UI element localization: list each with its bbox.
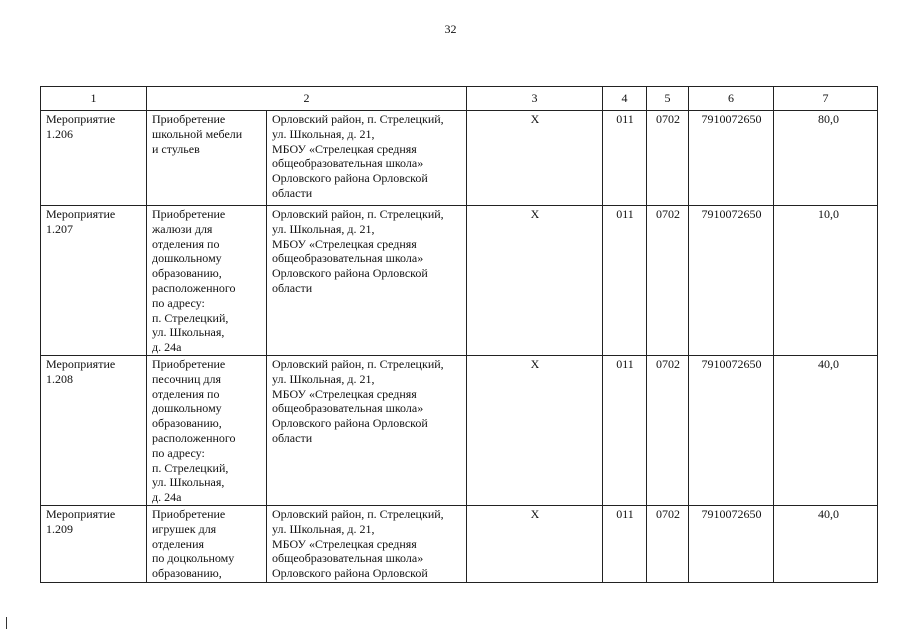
measure-id: Мероприятие 1.209 <box>41 505 147 582</box>
col5-value: 0702 <box>647 111 689 206</box>
scan-margin-mark <box>6 617 7 629</box>
measure-id: Мероприятие 1.206 <box>41 111 147 206</box>
col5-value: 0702 <box>647 355 689 505</box>
measure-name: Приобретение жалюзи для отделения по дошкольному образованию, расположенного по адресу: п. Стрелецкий, ул. Школьная, д. 24а <box>147 206 267 356</box>
col6-value: 7910072650 <box>689 111 774 206</box>
col4-value: 011 <box>603 505 647 582</box>
measure-id: Мероприятие 1.208 <box>41 355 147 505</box>
col7-value: 10,0 <box>774 206 878 356</box>
col3-value: Х <box>467 206 603 356</box>
header-col-4: 4 <box>603 87 647 111</box>
col3-value: Х <box>467 111 603 206</box>
measure-name: Приобретение игрушек для отделения по доцкольному образованию, <box>147 505 267 582</box>
table-row <box>41 111 878 206</box>
table-row <box>41 505 878 582</box>
measure-id: Мероприятие 1.207 <box>41 206 147 356</box>
measure-address: Орловский район, п. Стрелецкий, ул. Школьная, д. 21, МБОУ «Стрелецкая средняя общеобразовательная школа» Орловского района Орловской области <box>267 206 467 356</box>
measure-name: Приобретение песочниц для отделения по дошкольному образованию, расположенного по адресу: п. Стрелецкий, ул. Школьная, д. 24а <box>147 355 267 505</box>
col4-value: 011 <box>603 206 647 356</box>
col3-value: Х <box>467 505 603 582</box>
col4-value: 011 <box>603 355 647 505</box>
col5-value: 0702 <box>647 505 689 582</box>
header-col-5: 5 <box>647 87 689 111</box>
header-col-1: 1 <box>41 87 147 111</box>
measure-address: Орловский район, п. Стрелецкий, ул. Школьная, д. 21, МБОУ «Стрелецкая средняя общеобразовательная школа» Орловского района Орловской <box>267 505 467 582</box>
col4-value: 011 <box>603 111 647 206</box>
header-col-6: 6 <box>689 87 774 111</box>
budget-table <box>40 86 878 583</box>
col6-value: 7910072650 <box>689 505 774 582</box>
measure-name: Приобретение школьной мебели и стульев <box>147 111 267 206</box>
col5-value: 0702 <box>647 206 689 356</box>
col7-value: 80,0 <box>774 111 878 206</box>
header-row <box>41 87 878 111</box>
header-col-7: 7 <box>774 87 878 111</box>
measure-address: Орловский район, п. Стрелецкий, ул. Школьная, д. 21, МБОУ «Стрелецкая средняя общеобразовательная школа» Орловского района Орловской области <box>267 111 467 206</box>
col7-value: 40,0 <box>774 355 878 505</box>
header-col-3: 3 <box>467 87 603 111</box>
col6-value: 7910072650 <box>689 206 774 356</box>
col7-value: 40,0 <box>774 505 878 582</box>
header-col-2: 2 <box>147 87 467 111</box>
col6-value: 7910072650 <box>689 355 774 505</box>
col3-value: Х <box>467 355 603 505</box>
page-number: 32 <box>444 22 457 36</box>
table-row <box>41 355 878 505</box>
measure-address: Орловский район, п. Стрелецкий, ул. Школьная, д. 21, МБОУ «Стрелецкая средняя общеобразовательная школа» Орловского района Орловской области <box>267 355 467 505</box>
table-row <box>41 206 878 356</box>
